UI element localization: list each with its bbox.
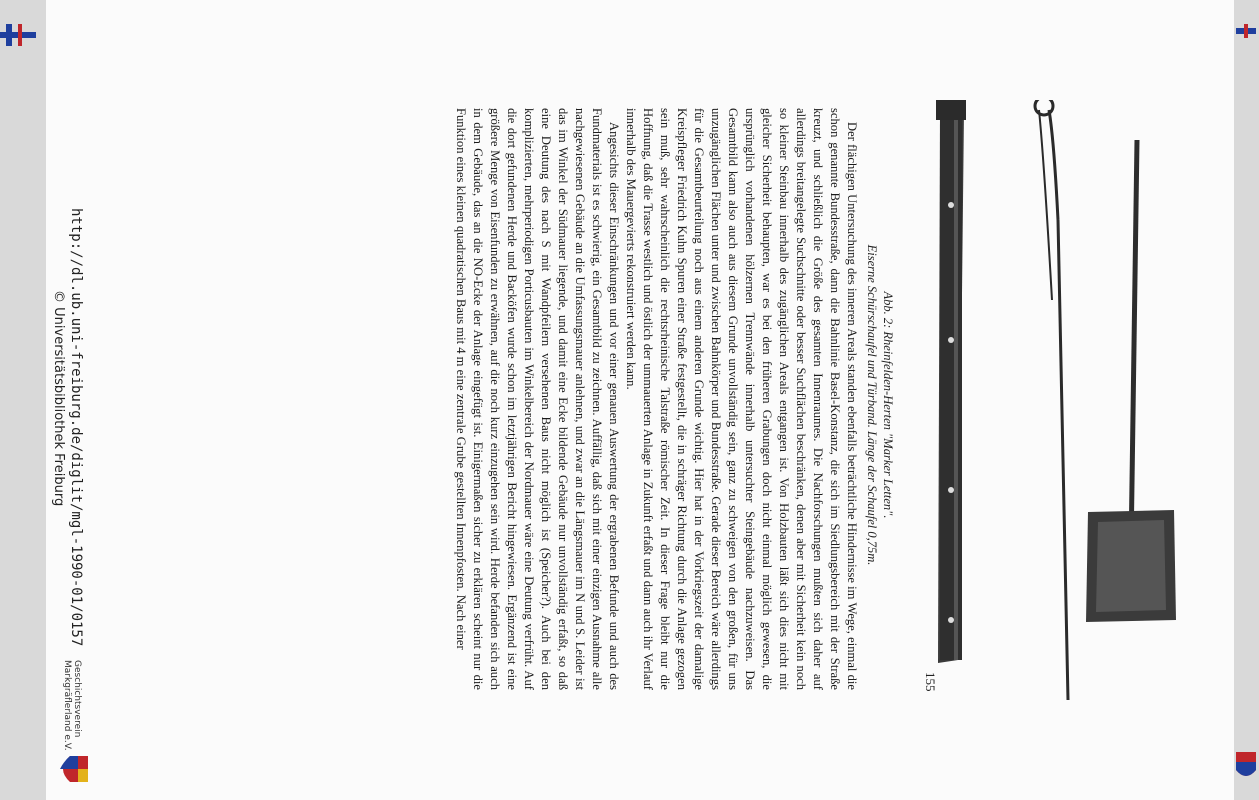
society-line-1: Geschichtsverein bbox=[72, 660, 82, 738]
flag-icon bbox=[0, 24, 36, 46]
society-name bbox=[62, 660, 82, 751]
fork-tool-drawing bbox=[1035, 100, 1068, 700]
paragraph-2: Angesichts dieser Einschränkungen und vor einer genauen Auswertung der ergrabenen Befunde und auch des Fundmaterials ist es schwierig, ein Gesamtbild zu zeichnen. Auffällig, daß sich mit einer einzigen Ausnahme alle nachgewiesenen Gebäude an die Umfassungsmauer anlehnen, und zwar an die Längsmauer im N und S. Leider ist das im Winkel der Südmauer liegende, und damit eine Ecke bildende Gebäude nur unvollständig erfaßt, so daß eine Deutung des nach S mit Wandpfeilern versehenen Baus nicht möglich ist (Speicher?). Auch bei den komplizierten, mehrperiodigen Porticusbauten im Winkelbereich der Nordmauer wäre eine Deutung verfrüht. Auf die dort gefundenen Herde und Backöfen wurde schon im letztjährigen Bericht hingewiesen. Ergänzend ist eine größere Menge von Eisenfunden zu erwähnen, auf die noch kurz einzugehen sein wird. Herde befanden sich auch in dem Gebäude, das an die NO-Ecke der Anlage eingefügt ist. Einigermaßen sicher zu erklären scheint nur die Funktion eines kleinen quadratischen Baus mit 4 m eine zentrale Grube gestellten Innenpfosten. Nach einer bbox=[454, 108, 621, 690]
shovel-drawing bbox=[1086, 140, 1176, 622]
paragraph-1: Der flächigen Untersuchung des inneren Areals standen ebenfalls beträchtliche Hindernisse im Wege, einmal die schon genannte Bundesstraße, dann die Bahnlinie Basel-Konstanz, die sich im Siedlungsbereich mit der Straße kreuzt, und schließlich die Größe des gesamten Innenraumes. Die Nachforschungen mußten sich daher auf allerdings breitangelegte Suchschnitte oder besser Suchflächen beschränken, denen aber mit Sicherheit kein noch so kleiner Steinbau innerhalb des zugänglichen Areals entgangen ist. Von Holzbauten läßt sich dies nicht mit gleicher Sicherheit behaupten, war es bei den früheren Grabungen doch nicht einmal möglich gewesen, die ursprünglich vorhandenen hölzernen Trennwände innerhalb untersuchter Steingebäude nachzuweisen. Das Gesamtbild kann also auch aus diesem Grunde unvollständig sein, ganz zu schweigen von den großen, für uns unzugänglichen Flächen unter und zwischen Bahnkörper und Bundesstraße. Gerade dieser Bereich wäre allerdings für die Gesamtbeurteilung noch aus einem anderen Grunde wichtig. Hier hat in der Vorkriegszeit der damalige Kreispfleger Friedrich Kuhn Spuren einer Straße festgestellt, die in schräger Richtung durch die Anlage gezogen sein muß, sehr wahrscheinlich die rechtsrheinische Talstraße römischer Zeit. In dieser Frage bleibt nur die Hoffnung, daß die Trasse westlich und östlich der ummauerten Anlage in Zukunft erfaßt und dann auch ihr Verlauf innerhalb des Mauergevierts rekonstruiert werden kann. bbox=[624, 108, 859, 690]
rotated-page-content bbox=[46, 0, 1234, 800]
crest-icon bbox=[58, 756, 88, 782]
figure-shovel-and-hinge bbox=[934, 100, 1234, 720]
document-page bbox=[46, 0, 1234, 800]
page-url[interactable]: http://dl.ub.uni-freiburg.de/diglit/mgl-1990-01/0157 bbox=[68, 208, 84, 647]
caption-line-2: Eiserne Schürschaufel und Türband. Länge der Schaufel 0,75m. bbox=[865, 244, 879, 566]
flag-icon-right bbox=[1236, 24, 1256, 38]
body-text bbox=[452, 108, 860, 690]
society-line-2: Markgräflerland e.V. bbox=[62, 660, 72, 751]
left-margin-strip bbox=[0, 0, 46, 800]
crest-icon-right bbox=[1236, 752, 1256, 782]
right-margin-strip bbox=[1234, 0, 1259, 800]
caption-line-1: Abb. 2: Rheinfelden-Herten "Marker Letten". bbox=[881, 291, 895, 519]
door-hinge-drawing bbox=[936, 100, 966, 663]
copyright-line: © Universitätsbibliothek Freiburg bbox=[51, 290, 66, 507]
page-number: 155 bbox=[923, 672, 938, 692]
figure-caption bbox=[864, 195, 896, 615]
